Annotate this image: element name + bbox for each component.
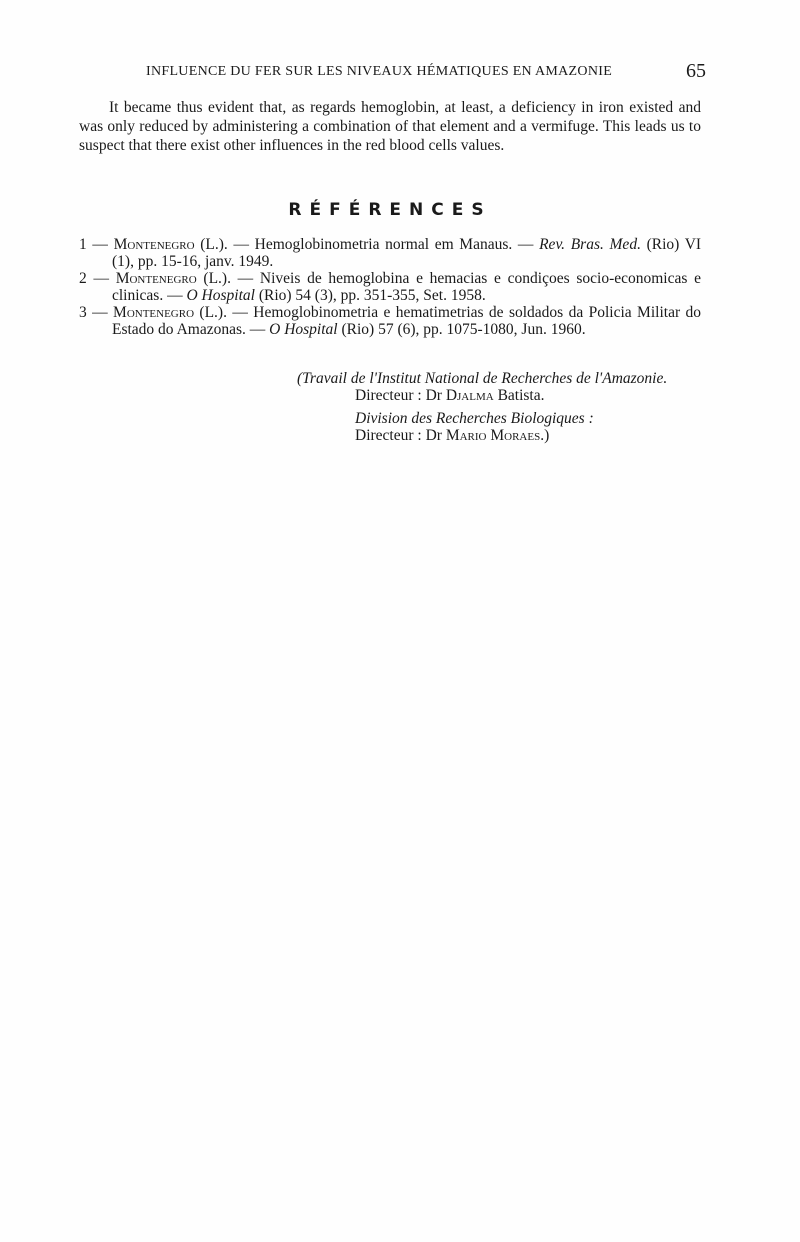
reference-journal: Rev. Bras. Med. xyxy=(539,236,641,253)
institution-credit xyxy=(297,370,707,444)
reference-details: (Rio) 54 (3), pp. 351-355, Set. 1958. xyxy=(258,287,486,304)
reference-title: — Niveis de hemoglobina e hemacias e condiçoes socio-economicas e clinicas. — xyxy=(112,270,701,304)
reference-item xyxy=(79,304,701,338)
director-label: Directeur : Dr xyxy=(355,387,442,404)
reference-journal: O Hospital xyxy=(186,287,255,304)
reference-details: (Rio) 57 (6), pp. 1075-1080, Jun. 1960. xyxy=(341,321,586,338)
director-surname: Djalma xyxy=(445,387,494,404)
director-rest: Batista. xyxy=(497,387,545,404)
division-director-line xyxy=(297,427,707,444)
page-number: 65 xyxy=(686,60,706,82)
reference-author: Montenegro xyxy=(113,236,195,253)
reference-item xyxy=(79,270,701,304)
reference-initials: (L.). xyxy=(200,236,228,253)
reference-number: 1 — xyxy=(79,236,108,253)
references-heading: RÉFÉRENCES xyxy=(288,200,492,220)
reference-item xyxy=(79,236,701,270)
division-line: Division des Recherches Biologiques : xyxy=(355,410,594,427)
reference-title: — Hemoglobinometria e hematimetrias de soldados da Policia Militar do Estado do Amazonas. — xyxy=(112,304,701,338)
division-director-label: Directeur : Dr xyxy=(355,427,442,444)
body-paragraph: It became thus evident that, as regards hemoglobin, at least, a deficiency in iron existed and was only reduced by administering a combination of that element and a vermifuge. This leads us to suspect that there exist other influences in the red blood cells values. xyxy=(79,99,701,154)
running-title: INFLUENCE DU FER SUR LES NIVEAUX HÉMATIQUES EN AMAZONIE xyxy=(146,64,613,79)
reference-number: 2 — xyxy=(79,270,109,287)
reference-title: — Hemoglobinometria normal em Manaus. — xyxy=(233,236,534,253)
reference-number: 3 — xyxy=(79,304,108,321)
reference-author: Montenegro xyxy=(113,304,195,321)
reference-journal: O Hospital xyxy=(269,321,338,338)
reference-details: (Rio) VI (1), pp. 15-16, janv. 1949. xyxy=(112,236,702,270)
reference-initials: (L.). xyxy=(199,304,227,321)
reference-initials: (L.). xyxy=(203,270,231,287)
reference-list xyxy=(79,236,701,338)
institute-line: (Travail de l'Institut National de Recherches de l'Amazonie. xyxy=(297,370,668,387)
reference-author: Montenegro xyxy=(115,270,197,287)
division-director-end: .) xyxy=(540,427,550,444)
division-director-name: Mario Moraes xyxy=(445,427,541,444)
director-line xyxy=(297,387,707,404)
